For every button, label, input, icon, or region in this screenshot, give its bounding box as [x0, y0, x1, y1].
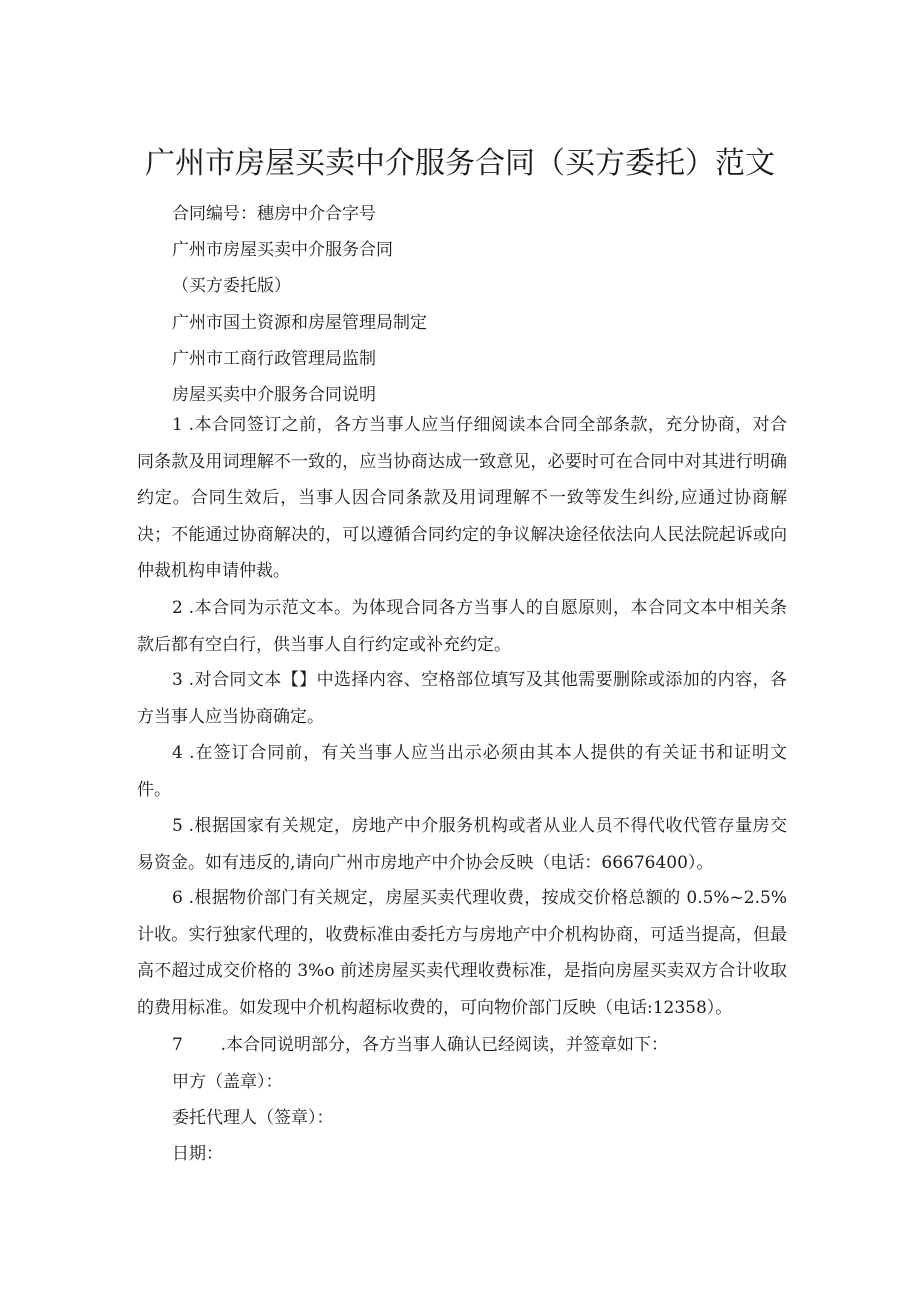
contract-number-line: 合同编号：穗房中介合字号	[172, 204, 376, 224]
explanation-heading: 房屋买卖中介服务合同说明	[172, 385, 376, 405]
party-a-signature: 甲方（盖章）：	[172, 1072, 283, 1092]
contract-name-line: 广州市房屋买卖中介服务合同	[172, 240, 393, 260]
clause-7: 7 .本合同说明部分，各方当事人确认已经阅读，并签章如下：	[172, 1035, 669, 1055]
clause-1: 1 .本合同签订之前，各方当事人应当仔细阅读本合同全部条款，充分协商，对合同条款及用词理解不一致的，应当协商达成一致意见，必要时可在合同中对其进行明确约定。合同生效后，当事人因合同条款及用词理解不一致等发生纠纷,应通过协商解决；不能通过协商解决的，可以遵循合同约定的争议解决途径依法向人民法院起诉或向仲裁机构申请仲裁。	[137, 415, 787, 581]
date-field: 日期：	[172, 1144, 223, 1164]
clause-6: 6 .根据物价部门有关规定，房屋买卖代理收费，按成交价格总额的 0.5%~2.5%计收。实行独家代理的，收费标准由委托方与房地产中介机构协商，可适当提高，但最高不超过成交价格的 3%o 前述房屋买卖代理收费标准，是指向房屋买卖双方合计收取的费用标准。如发现中介机构超标收费的，可向物价部门反映（电话:12358）。	[137, 888, 787, 1018]
agent-signature: 委托代理人（签章）：	[172, 1108, 334, 1128]
clause-2: 2 .本合同为示范文本。为体现合同各方当事人的自愿原则，本合同文本中相关条款后都有空白行，供当事人自行约定或补充约定。	[137, 598, 787, 655]
issuer-line: 广州市国土资源和房屋管理局制定	[172, 313, 427, 333]
supervisor-line: 广州市工商行政管理局监制	[172, 349, 376, 369]
edition-line: （买方委托版）	[172, 276, 291, 296]
clause-3: 3 .对合同文本【】中选择内容、空格部位填写及其他需要删除或添加的内容，各方当事人应当协商确定。	[137, 670, 787, 727]
clause-4: 4 .在签订合同前，有关当事人应当出示必须由其本人提供的有关证书和证明文件。	[137, 743, 787, 800]
document-title: 广州市房屋买卖中介服务合同（买方委托）范文	[145, 146, 775, 181]
clause-5: 5 .根据国家有关规定，房地产中介服务机构或者从业人员不得代收代管存量房交易资金。如有违反的,请向广州市房地产中介协会反映（电话：66676400）。	[137, 816, 787, 873]
